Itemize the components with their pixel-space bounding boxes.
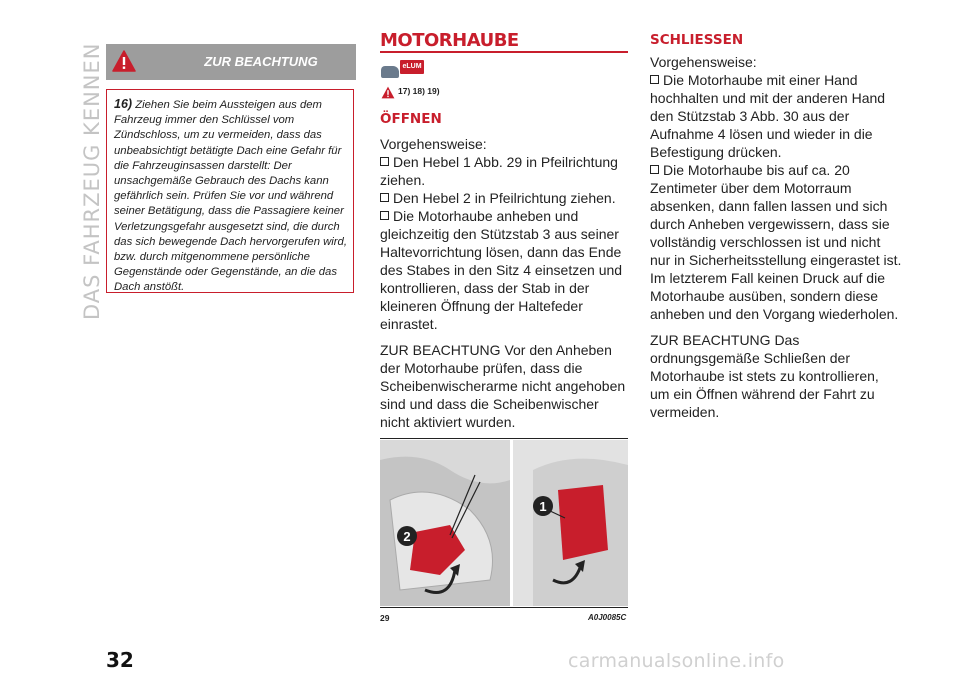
warning-paragraph xyxy=(114,97,350,296)
chapter-side-title xyxy=(16,10,104,320)
oeffnen-step: Die Motorhaube anheben und gleichzeitig den Stützstab 3 aus seiner Haltevorrichtung lösen, dann das Ende des Stabes in den Sitz 4 einsetzen und kontrollieren, dass der Stab in der kleineren Öffnung der Haltefeder einrastet. xyxy=(380,208,623,332)
elum-icon xyxy=(381,60,425,82)
watermark: carmanualsonline.info xyxy=(568,650,785,672)
warning-text: Ziehen Sie beim Aussteigen aus dem Fahrzeug immer den Schlüssel vom Zündschloss, um zu vermeiden, dass das unbeabsichtigt betätigte Dach eine Gefahr für die Fahrzeuginsassen darstellt: Der unsachgemäße Gebrauch des Dachs kann gefährlich sein. Prüfen Sie vor und während seiner Betätigung, dass die Passagiere keiner Verletzungsgefahr ausgesetzt sind, die durch das sich bewegende Dach hervorgerufen wird, bzw. durch mitgenommene persönliche Gegenstände oder Gegenstände, an die das Dach anstößt. xyxy=(114,99,347,294)
chapter-title-text: DAS FAHRZEUG KENNEN xyxy=(80,42,104,320)
figure-lever-2-illustration xyxy=(380,440,510,606)
schliessen-step: Die Motorhaube mit einer Hand hochhalten und mit der anderen Hand den Stützstab 3 Abb. 30 aus der Aufnahme 4 lösen und wieder in die Befestigung drücken. xyxy=(650,72,886,160)
subsection-title-schliessen: SCHLIESSEN xyxy=(650,32,744,48)
warning-triangle-small-icon xyxy=(381,86,395,99)
elum-badge: eLUM xyxy=(400,60,424,74)
checkbox-bullet-icon xyxy=(650,75,659,84)
warning-number: 16) xyxy=(114,97,133,111)
oeffnen-step: Den Hebel 2 in Pfeilrichtung ziehen. xyxy=(380,189,628,207)
page-number: 32 xyxy=(106,648,134,672)
figure-bottom-rule xyxy=(380,607,628,608)
checkbox-bullet-icon xyxy=(380,211,389,220)
schliessen-note: ZUR BEACHTUNG Das ordnungsgemäße Schließen der Motorhaube ist stets zu kontrollieren, um ein Öffnen während der Fahrt zu vermeiden. xyxy=(650,332,879,420)
section-title-motorhaube: MOTORHAUBE xyxy=(380,30,519,51)
schliessen-section xyxy=(650,32,902,421)
figure-lever-1-illustration xyxy=(513,440,628,606)
warning-box xyxy=(106,89,354,293)
figure-number: 29 xyxy=(380,613,390,623)
motorhaube-section xyxy=(380,30,628,52)
subsection-title-oeffnen: ÖFFNEN xyxy=(380,111,442,127)
oeffnen-section xyxy=(380,111,628,431)
checkbox-bullet-icon xyxy=(380,157,389,166)
checkbox-bullet-icon xyxy=(650,165,659,174)
schliessen-step: Die Motorhaube bis auf ca. 20 Zentimeter über dem Motorraum absenken, dann fallen lassen und sich durch Anheben vergewissern, dass sie vollständig verschlossen ist und nicht nur in Sicherheitsstellung eingerastet ist. Im letzterem Fall keinen Druck auf die Motorhaube ausüben, sondern diese anheben und den Vorgang wiederholen. xyxy=(650,162,902,322)
checkbox-bullet-icon xyxy=(380,193,389,202)
warning-header xyxy=(106,44,356,80)
figure-code: A0J0085C xyxy=(588,613,627,622)
schliessen-intro: Vorgehensweise: xyxy=(650,54,757,70)
warning-triangle-icon xyxy=(112,50,136,72)
callout-2: 2 xyxy=(403,529,411,544)
callout-1: 1 xyxy=(539,499,547,514)
title-rule xyxy=(380,51,628,53)
warning-header-label: ZUR BEACHTUNG xyxy=(204,54,318,69)
oeffnen-note: ZUR BEACHTUNG Vor den Anheben der Motorhaube prüfen, dass die Scheibenwischerarme nicht angehoben sind und dass die Scheibenwischer nicht aktiviert wurden. xyxy=(380,342,626,430)
oeffnen-step: Den Hebel 1 Abb. 29 in Pfeilrichtung ziehen. xyxy=(380,154,618,188)
car-icon xyxy=(381,66,399,78)
oeffnen-intro: Vorgehensweise: xyxy=(380,136,487,152)
warning-reference-numbers: 17) 18) 19) xyxy=(398,86,440,96)
